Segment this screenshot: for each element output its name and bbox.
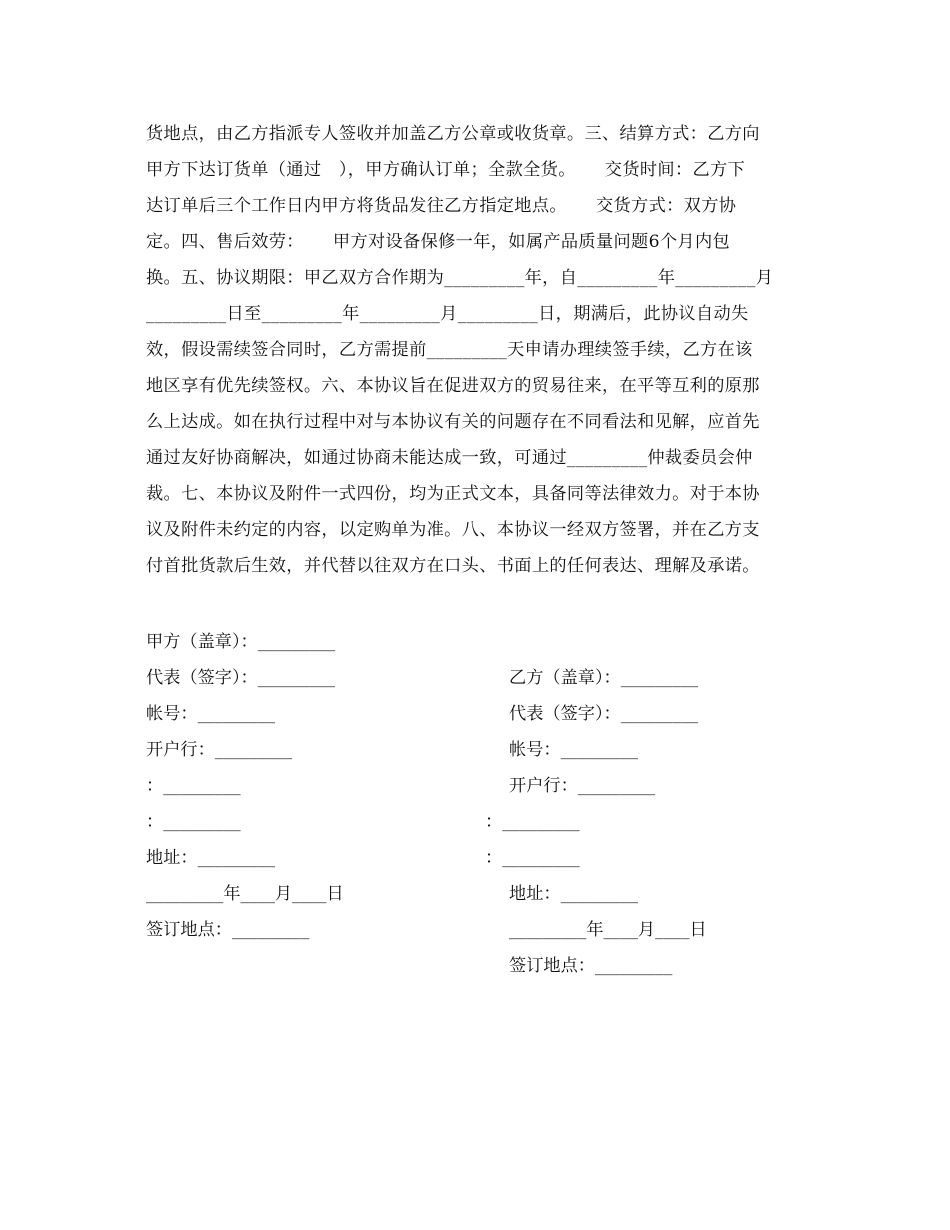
body-line: _________日至_________年_________月_________日，期满后，此协议自动失 xyxy=(146,304,749,324)
party-b-account-field: 帐号：_________ xyxy=(509,740,638,760)
party-b-blank-field: ：_________ xyxy=(485,848,580,868)
party-b-date-field: _________年____月____日 xyxy=(509,920,707,940)
party-a-blank-field: ：_________ xyxy=(146,776,241,796)
party-b-bank-field: 开户行：_________ xyxy=(509,776,656,796)
agreement-body xyxy=(146,116,816,584)
party-a-address-field: 地址：_________ xyxy=(146,848,275,868)
party-a-account-field: 帐号：_________ xyxy=(146,704,275,724)
body-line: 甲方下达订货单（通过 ），甲方确认订单；全款全货。 交货时间：乙方下 xyxy=(146,160,746,180)
body-line: 付首批货款后生效，并代替以往双方在口头、书面上的任何表达、理解及承诺。 xyxy=(146,556,760,576)
body-line: 裁。七、本协议及附件一式四份，均为正式文本，具备同等法律效力。对于本协 xyxy=(146,484,760,504)
body-line: 地区享有优先续签权。六、本协议旨在促进双方的贸易往来，在平等互利的原那 xyxy=(146,376,760,396)
party-b-blank-field: ：_________ xyxy=(485,812,580,832)
party-b-address-field: 地址：_________ xyxy=(509,884,638,904)
signature-block xyxy=(0,588,950,976)
party-b-seal-field: 乙方（盖章）：_________ xyxy=(509,668,699,688)
body-line: 效，假设需续签合同时，乙方需提前_________天申请办理续签手续，乙方在该 xyxy=(146,340,753,360)
body-line: 货地点，由乙方指派专人签收并加盖乙方公章或收货章。三、结算方式：乙方向 xyxy=(146,124,760,144)
body-line: 换。五、协议期限：甲乙双方合作期为_________年，自_________年_________月 xyxy=(146,268,774,288)
party-b-representative-field: 代表（签字）：_________ xyxy=(509,704,699,724)
body-line: 通过友好协商解决，如通过协商未能达成一致，可通过_________仲裁委员会仲 xyxy=(146,448,753,468)
party-a-signing-place-field: 签订地点：_________ xyxy=(146,920,310,940)
party-b-signing-place-field: 签订地点：_________ xyxy=(509,956,673,976)
body-line: 么上达成。如在执行过程中对与本协议有关的问题存在不同看法和见解，应首先 xyxy=(146,412,760,432)
party-a-date-field: _________年____月____日 xyxy=(146,884,344,904)
body-line: 定。四、售后效劳： 甲方对设备保修一年，如属产品质量问题6个月内包 xyxy=(146,232,731,252)
party-a-representative-field: 代表（签字）：_________ xyxy=(146,668,336,688)
body-line: 议及附件未约定的内容，以定购单为准。八、本协议一经双方签署，并在乙方支 xyxy=(146,520,760,540)
party-a-seal-field: 甲方（盖章）：_________ xyxy=(146,632,336,652)
party-a-blank-field: ：_________ xyxy=(146,812,241,832)
party-a-bank-field: 开户行：_________ xyxy=(146,740,293,760)
body-line: 达订单后三个工作日内甲方将货品发往乙方指定地点。 交货方式：双方协 xyxy=(146,196,737,216)
